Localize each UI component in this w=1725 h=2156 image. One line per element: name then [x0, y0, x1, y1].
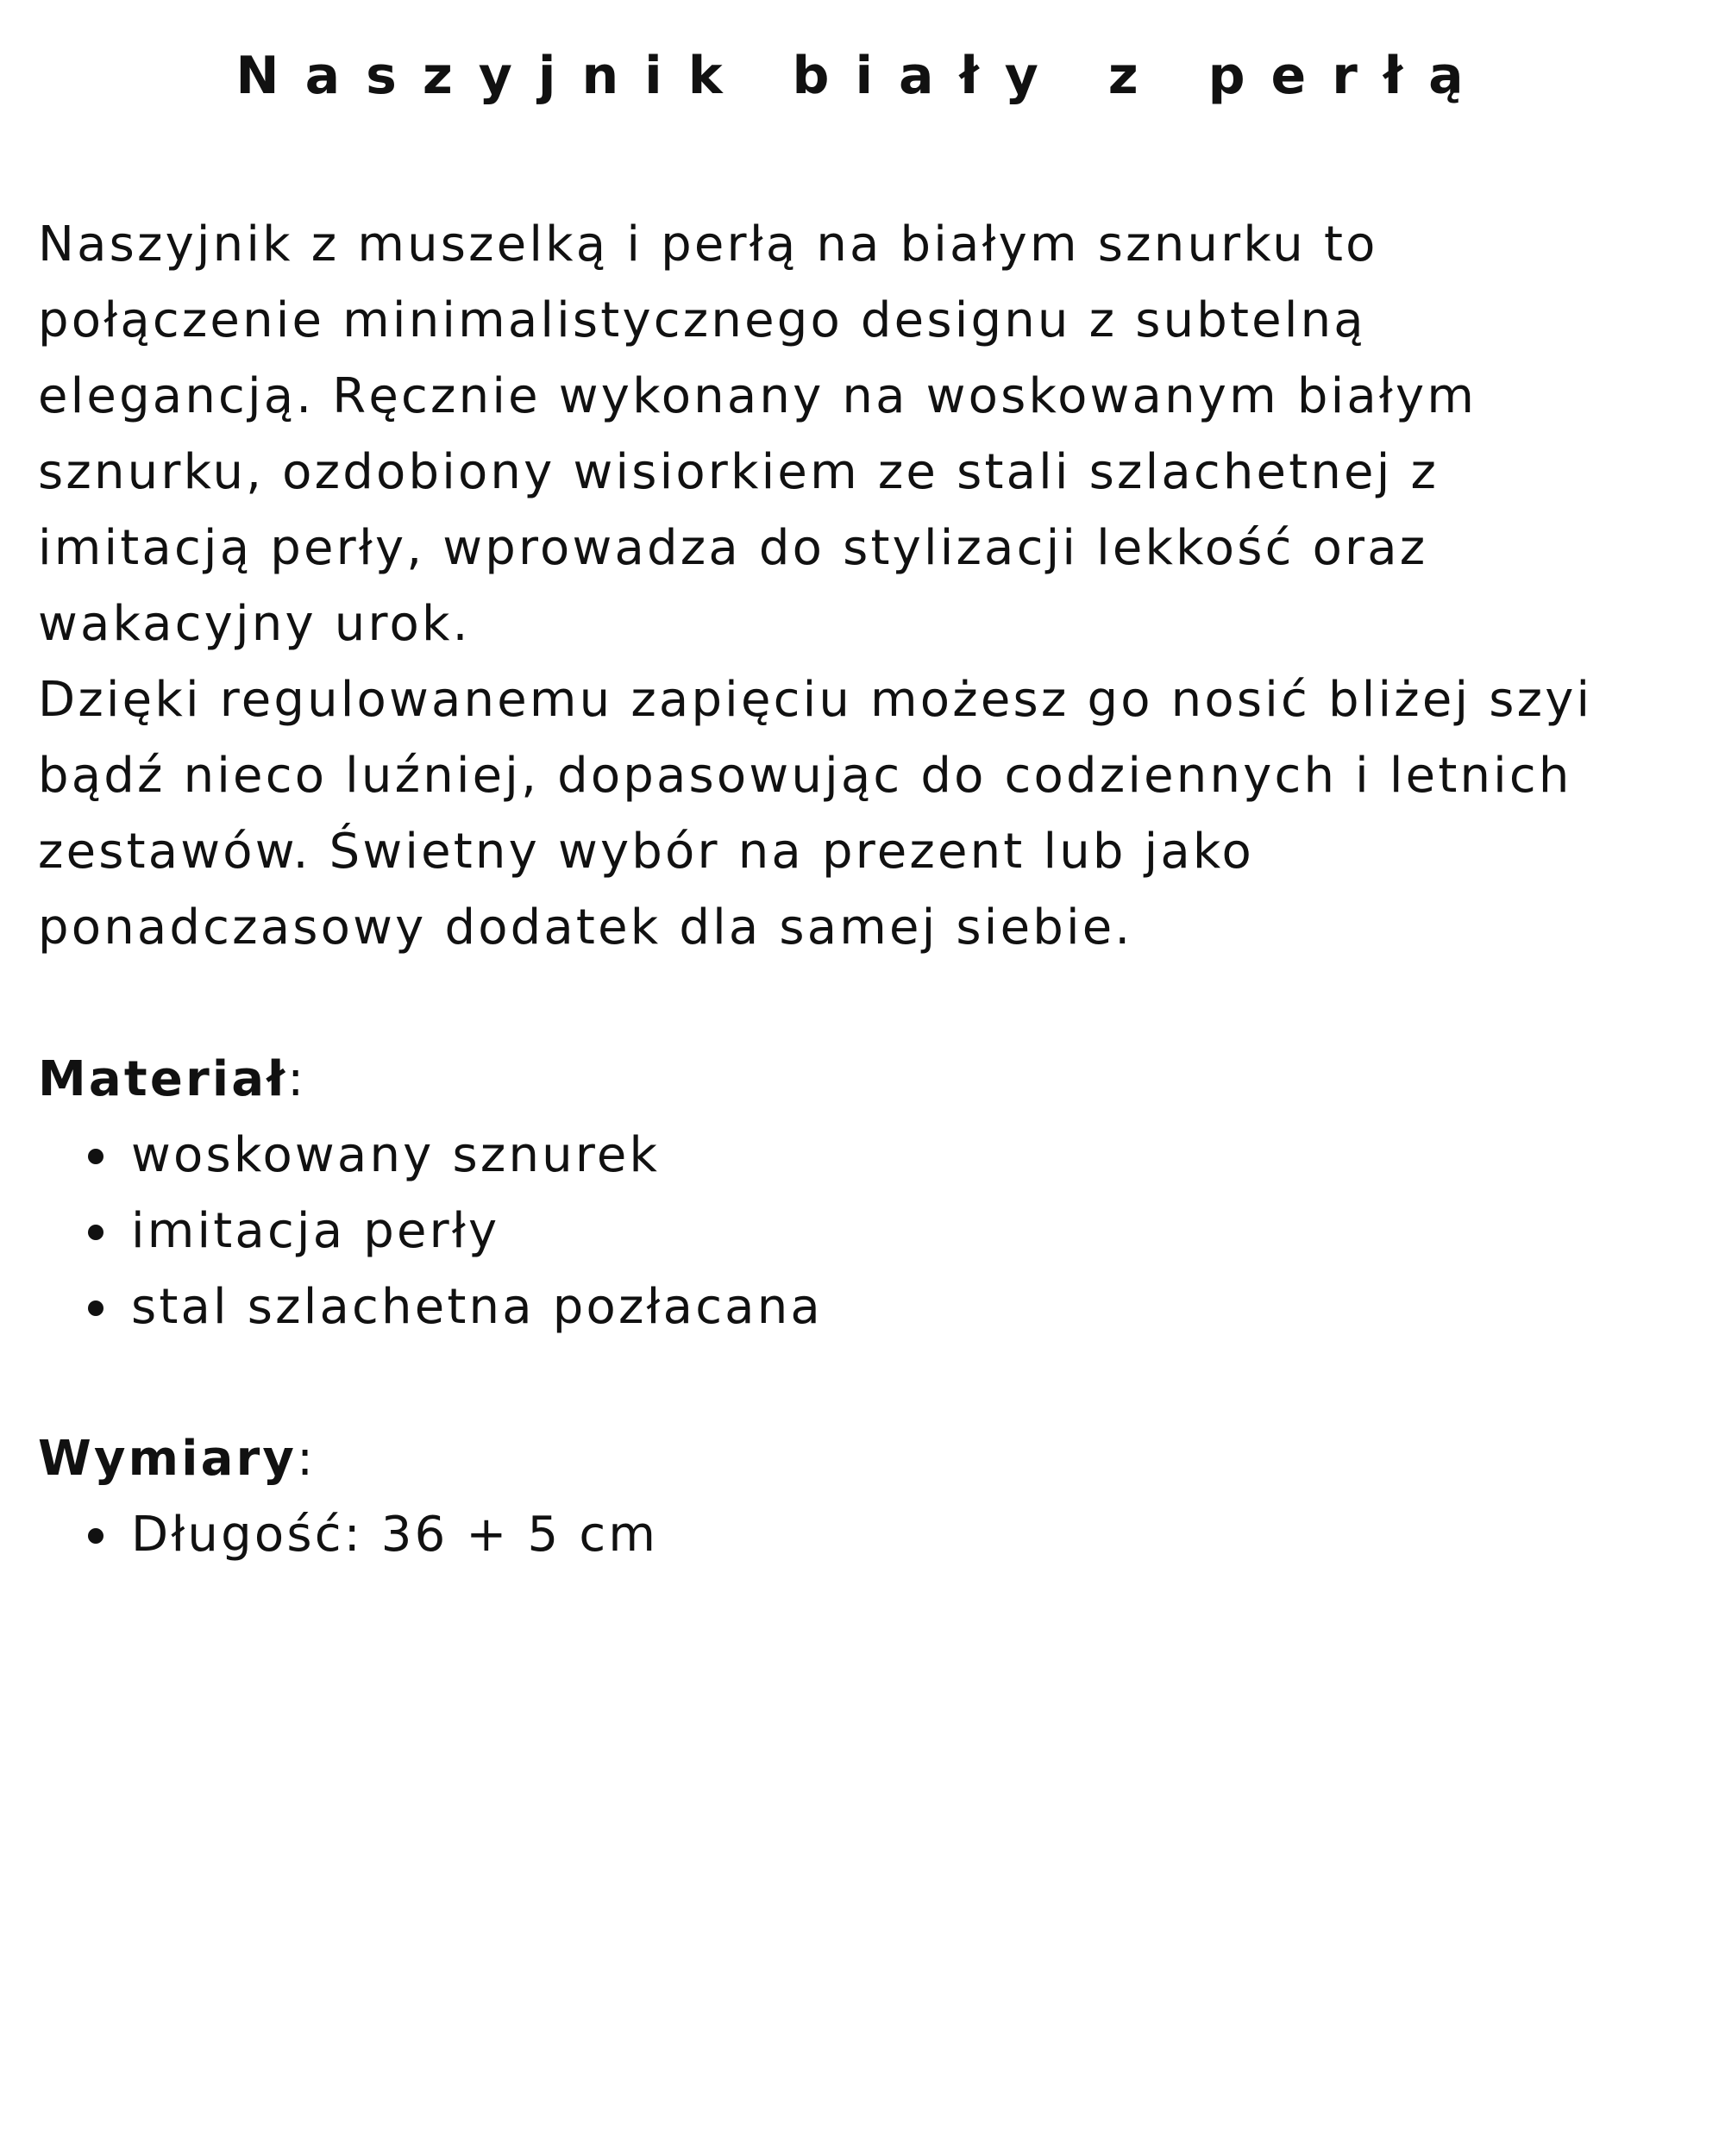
section-spacer — [38, 966, 1703, 1042]
description-line: ponadczasowy dodatek dla samej siebie. — [38, 899, 1133, 956]
description-line: wakacyjny urok. — [38, 596, 471, 652]
material-heading-suffix: : — [287, 1051, 307, 1107]
list-item — [38, 1194, 1703, 1269]
list-item-text: Długość: 36 + 5 cm — [131, 1507, 659, 1563]
list-item-text: imitacja perły — [131, 1203, 500, 1259]
list-item — [38, 1118, 1703, 1194]
bullet-icon — [88, 1300, 104, 1316]
description-line: połączenie minimalistycznego designu z subtelną — [38, 292, 1366, 348]
description-line: elegancją. Ręcznie wykonany na woskowanym białym — [38, 368, 1477, 424]
description-line: sznurku, ozdobiony wisiorkiem ze stali szlachetnej z — [38, 444, 1440, 500]
material-heading — [38, 1042, 1703, 1118]
section-spacer — [38, 1345, 1703, 1421]
description-line: Dzięki regulowanemu zapięciu możesz go nosić bliżej szyi — [38, 672, 1593, 728]
list-item — [38, 1269, 1703, 1345]
list-item-text: stal szlachetna pozłacana — [131, 1279, 823, 1335]
description-paragraph-2 — [38, 662, 1703, 966]
material-list — [38, 1118, 1703, 1345]
description-line: bądź nieco luźniej, dopasowując do codziennych i letnich — [38, 748, 1572, 804]
bullet-icon — [88, 1528, 104, 1544]
list-item — [38, 1497, 1703, 1573]
bullet-icon — [88, 1225, 104, 1240]
description-line: imitacją perły, wprowadza do stylizacji lekkość oraz — [38, 520, 1428, 576]
description-line: Naszyjnik z muszelką i perłą na białym sznurku to — [38, 216, 1378, 273]
bullet-icon — [88, 1149, 104, 1164]
dimensions-heading-suffix: : — [297, 1431, 317, 1487]
dimensions-list — [38, 1497, 1703, 1573]
material-heading-label: Materiał — [38, 1051, 288, 1107]
dimensions-heading — [38, 1421, 1703, 1497]
list-item-text: woskowany sznurek — [131, 1127, 661, 1183]
dimensions-heading-label: Wymiary — [38, 1431, 298, 1487]
page-title: Naszyjnik biały z perłą — [235, 46, 1490, 106]
product-content — [38, 207, 1703, 1573]
description-line: zestawów. Świetny wybór na prezent lub jako — [38, 824, 1255, 880]
description-paragraph-1 — [38, 207, 1703, 662]
